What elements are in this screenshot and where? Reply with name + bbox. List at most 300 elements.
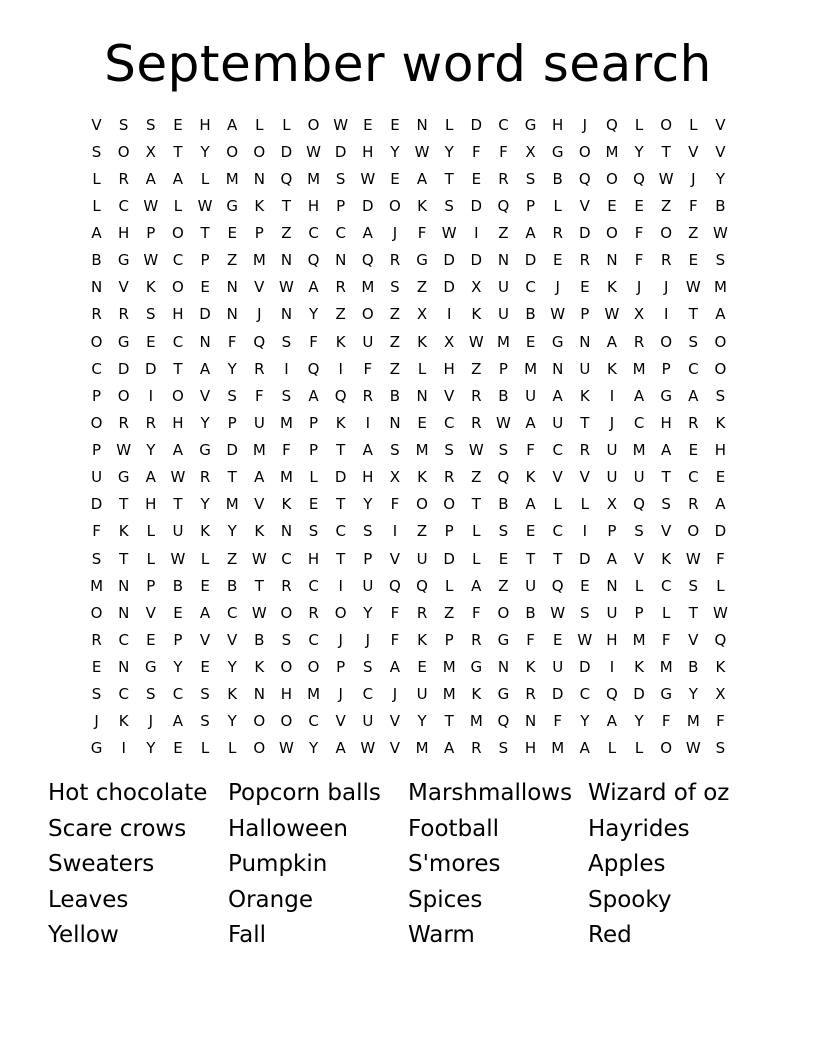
grid-cell[interactable]: B (525, 603, 536, 622)
grid-cell[interactable]: T (281, 196, 292, 215)
grid-cell[interactable]: Y (308, 305, 319, 324)
grid-cell[interactable]: F (661, 630, 671, 649)
grid-cell[interactable]: H (280, 685, 293, 704)
grid-cell[interactable]: H (199, 115, 211, 134)
grid-cell[interactable]: X (606, 495, 618, 514)
grid-cell[interactable]: L (146, 522, 155, 541)
grid-cell[interactable]: R (471, 413, 482, 432)
grid-cell[interactable]: D (117, 359, 130, 378)
grid-cell[interactable]: O (389, 196, 401, 215)
grid-cell[interactable]: A (172, 169, 184, 188)
grid-cell[interactable]: N (497, 251, 510, 270)
grid-cell[interactable]: H (307, 549, 320, 568)
grid-cell[interactable]: Y (688, 685, 698, 704)
grid-cell[interactable]: N (416, 115, 428, 134)
grid-cell[interactable]: A (552, 386, 563, 405)
grid-cell[interactable]: P (607, 522, 617, 541)
grid-cell[interactable]: I (609, 386, 615, 405)
grid-cell[interactable]: E (688, 251, 699, 270)
grid-cell[interactable]: Y (363, 495, 373, 514)
grid-cell[interactable]: D (145, 359, 157, 378)
grid-cell[interactable]: F (634, 224, 644, 243)
grid-cell[interactable]: Q (307, 359, 320, 378)
grid-cell[interactable]: S (444, 441, 454, 460)
grid-cell[interactable]: S (363, 658, 373, 677)
grid-cell[interactable]: O (172, 278, 184, 297)
grid-cell[interactable]: T (254, 576, 264, 595)
grid-cell[interactable]: A (91, 224, 102, 243)
grid-cell[interactable]: G (145, 658, 157, 677)
grid-cell[interactable]: E (688, 441, 699, 460)
grid-cell[interactable]: K (715, 413, 726, 432)
grid-cell[interactable]: W (713, 603, 728, 622)
grid-cell[interactable]: E (471, 169, 482, 188)
grid-cell[interactable]: M (225, 169, 239, 188)
grid-cell[interactable]: F (634, 251, 644, 270)
grid-cell[interactable]: L (282, 115, 291, 134)
grid-cell[interactable]: M (361, 278, 375, 297)
grid-cell[interactable]: G (199, 441, 211, 460)
grid-cell[interactable]: N (226, 278, 238, 297)
grid-cell[interactable]: W (251, 603, 267, 622)
grid-cell[interactable]: W (143, 196, 159, 215)
grid-cell[interactable]: A (145, 468, 156, 487)
grid-cell[interactable]: F (227, 332, 237, 351)
grid-cell[interactable]: O (714, 332, 727, 351)
grid-cell[interactable]: P (227, 413, 237, 432)
grid-cell[interactable]: T (688, 305, 698, 324)
grid-cell[interactable]: D (633, 685, 645, 704)
grid-cell[interactable]: V (688, 630, 699, 649)
grid-cell[interactable]: T (200, 224, 210, 243)
grid-cell[interactable]: V (688, 142, 699, 161)
grid-cell[interactable]: Z (498, 576, 509, 595)
grid-cell[interactable]: W (496, 413, 511, 432)
grid-cell[interactable]: E (715, 468, 726, 487)
grid-cell[interactable]: K (254, 196, 265, 215)
grid-cell[interactable]: S (444, 196, 454, 215)
grid-cell[interactable]: D (362, 196, 374, 215)
grid-cell[interactable]: U (172, 522, 184, 541)
grid-cell[interactable]: S (91, 685, 102, 704)
grid-cell[interactable]: P (309, 413, 319, 432)
grid-cell[interactable]: S (118, 115, 129, 134)
grid-cell[interactable]: U (606, 441, 618, 460)
grid-cell[interactable]: P (444, 522, 454, 541)
grid-cell[interactable]: S (688, 332, 699, 351)
grid-cell[interactable]: S (525, 169, 536, 188)
grid-cell[interactable]: A (389, 658, 401, 677)
grid-cell[interactable]: I (284, 359, 289, 378)
grid-cell[interactable]: M (524, 359, 538, 378)
grid-cell[interactable]: T (173, 495, 183, 514)
grid-cell[interactable]: K (254, 522, 265, 541)
grid-cell[interactable]: A (335, 739, 346, 758)
grid-cell[interactable]: C (172, 251, 184, 270)
grid-cell[interactable]: O (117, 142, 130, 161)
grid-cell[interactable]: R (118, 305, 129, 324)
grid-cell[interactable]: R (443, 468, 455, 487)
grid-cell[interactable]: S (91, 142, 102, 161)
grid-cell[interactable]: O (660, 739, 673, 758)
grid-cell[interactable]: R (118, 413, 129, 432)
grid-cell[interactable]: K (335, 332, 346, 351)
grid-cell[interactable]: M (307, 169, 321, 188)
grid-cell[interactable]: B (688, 658, 699, 677)
grid-cell[interactable]: B (498, 386, 509, 405)
grid-cell[interactable]: C (525, 278, 536, 297)
grid-cell[interactable]: X (444, 332, 455, 351)
grid-cell[interactable]: A (362, 224, 373, 243)
grid-cell[interactable]: T (173, 359, 183, 378)
grid-cell[interactable]: F (363, 359, 373, 378)
grid-cell[interactable]: I (121, 739, 126, 758)
grid-cell[interactable]: P (146, 576, 156, 595)
grid-cell[interactable]: S (363, 522, 373, 541)
grid-cell[interactable]: K (607, 278, 617, 297)
grid-cell[interactable]: L (200, 739, 210, 758)
grid-cell[interactable]: K (417, 468, 427, 487)
grid-cell[interactable]: I (609, 658, 615, 677)
grid-cell[interactable]: N (606, 576, 618, 595)
grid-cell[interactable]: Q (307, 251, 320, 270)
grid-cell[interactable]: M (442, 685, 456, 704)
grid-cell[interactable]: S (715, 386, 726, 405)
grid-cell[interactable]: J (555, 278, 560, 297)
grid-cell[interactable]: O (280, 712, 293, 731)
grid-cell[interactable]: F (390, 630, 400, 649)
grid-cell[interactable]: Y (227, 359, 237, 378)
grid-cell[interactable]: O (687, 522, 700, 541)
grid-cell[interactable]: K (254, 658, 265, 677)
grid-cell[interactable]: C (118, 685, 129, 704)
grid-cell[interactable]: R (335, 278, 346, 297)
grid-cell[interactable]: Q (416, 576, 428, 595)
grid-cell[interactable]: C (118, 196, 129, 215)
grid-cell[interactable]: T (336, 441, 346, 460)
grid-cell[interactable]: U (416, 549, 428, 568)
grid-cell[interactable]: F (661, 712, 671, 731)
grid-cell[interactable]: A (715, 495, 726, 514)
grid-cell[interactable]: P (92, 386, 102, 405)
grid-cell[interactable]: L (634, 115, 644, 134)
grid-cell[interactable]: Y (363, 603, 373, 622)
grid-cell[interactable]: F (471, 142, 481, 161)
grid-cell[interactable]: Q (389, 576, 401, 595)
grid-cell[interactable]: N (90, 278, 103, 297)
grid-cell[interactable]: L (200, 169, 210, 188)
grid-cell[interactable]: B (525, 305, 536, 324)
grid-cell[interactable]: K (417, 630, 427, 649)
grid-cell[interactable]: B (172, 576, 184, 595)
grid-cell[interactable]: L (255, 115, 264, 134)
grid-cell[interactable]: N (253, 169, 265, 188)
grid-cell[interactable]: S (715, 739, 726, 758)
grid-cell[interactable]: H (172, 413, 184, 432)
grid-cell[interactable]: K (145, 278, 156, 297)
grid-cell[interactable]: W (333, 115, 349, 134)
grid-cell[interactable]: Z (227, 549, 238, 568)
grid-cell[interactable]: V (91, 115, 102, 134)
grid-cell[interactable]: G (524, 115, 537, 134)
grid-cell[interactable]: F (254, 386, 264, 405)
grid-cell[interactable]: S (661, 495, 671, 514)
grid-cell[interactable]: V (633, 549, 645, 568)
grid-cell[interactable]: Z (335, 305, 346, 324)
grid-cell[interactable]: X (633, 305, 645, 324)
grid-cell[interactable]: J (691, 169, 696, 188)
grid-cell[interactable]: D (90, 495, 103, 514)
grid-cell[interactable]: M (605, 142, 619, 161)
grid-cell[interactable]: L (309, 468, 318, 487)
grid-cell[interactable]: K (200, 522, 210, 541)
grid-cell[interactable]: H (145, 495, 157, 514)
grid-cell[interactable]: T (553, 549, 563, 568)
grid-cell[interactable]: A (362, 441, 373, 460)
grid-cell[interactable]: H (552, 115, 564, 134)
grid-cell[interactable]: M (659, 658, 673, 677)
grid-cell[interactable]: O (172, 386, 184, 405)
grid-cell[interactable]: L (445, 115, 454, 134)
grid-cell[interactable]: N (118, 576, 130, 595)
grid-cell[interactable]: H (660, 413, 672, 432)
grid-cell[interactable]: T (525, 549, 536, 568)
grid-cell[interactable]: W (116, 441, 132, 460)
grid-cell[interactable]: D (470, 115, 483, 134)
grid-cell[interactable]: X (416, 305, 428, 324)
grid-cell[interactable]: Q (633, 169, 645, 188)
grid-cell[interactable]: A (308, 278, 319, 297)
grid-cell[interactable]: V (389, 712, 401, 731)
grid-cell[interactable]: V (661, 522, 672, 541)
grid-cell[interactable]: N (335, 251, 347, 270)
grid-cell[interactable]: F (499, 142, 508, 161)
grid-cell[interactable]: W (685, 549, 701, 568)
grid-cell[interactable]: T (444, 712, 454, 731)
grid-cell[interactable]: N (552, 359, 564, 378)
grid-cell[interactable]: E (173, 739, 183, 758)
grid-cell[interactable]: Y (200, 495, 210, 514)
grid-cell[interactable]: A (199, 603, 211, 622)
grid-cell[interactable]: C (281, 549, 292, 568)
grid-cell[interactable]: U (525, 576, 537, 595)
grid-cell[interactable]: C (172, 685, 184, 704)
grid-cell[interactable]: G (90, 739, 103, 758)
grid-cell[interactable]: A (254, 468, 265, 487)
grid-cell[interactable]: M (279, 413, 293, 432)
grid-cell[interactable]: S (498, 739, 509, 758)
grid-cell[interactable]: E (525, 522, 536, 541)
grid-cell[interactable]: S (498, 522, 509, 541)
grid-cell[interactable]: O (307, 115, 320, 134)
grid-cell[interactable]: O (253, 739, 266, 758)
grid-cell[interactable]: E (607, 196, 617, 215)
grid-cell[interactable]: O (90, 603, 103, 622)
grid-cell[interactable]: T (119, 549, 129, 568)
grid-cell[interactable]: S (580, 603, 590, 622)
grid-cell[interactable]: M (307, 685, 321, 704)
grid-cell[interactable]: R (660, 251, 672, 270)
grid-cell[interactable]: P (92, 441, 102, 460)
grid-cell[interactable]: O (280, 658, 293, 677)
grid-cell[interactable]: B (715, 196, 726, 215)
grid-cell[interactable]: O (497, 603, 510, 622)
grid-cell[interactable]: S (498, 441, 509, 460)
grid-cell[interactable]: K (471, 305, 482, 324)
grid-cell[interactable]: I (663, 305, 669, 324)
grid-cell[interactable]: Y (146, 441, 156, 460)
grid-cell[interactable]: Z (688, 224, 699, 243)
grid-cell[interactable]: E (580, 576, 590, 595)
grid-cell[interactable]: T (336, 495, 346, 514)
grid-cell[interactable]: T (336, 549, 346, 568)
grid-cell[interactable]: D (443, 278, 455, 297)
grid-cell[interactable]: R (471, 630, 482, 649)
grid-cell[interactable]: Y (444, 142, 454, 161)
grid-cell[interactable]: S (91, 549, 102, 568)
grid-cell[interactable]: A (661, 441, 672, 460)
grid-cell[interactable]: M (496, 332, 510, 351)
grid-cell[interactable]: G (551, 332, 564, 351)
grid-cell[interactable]: L (716, 576, 725, 595)
grid-cell[interactable]: C (443, 413, 455, 432)
grid-cell[interactable]: I (365, 413, 371, 432)
grid-cell[interactable]: N (497, 658, 510, 677)
grid-cell[interactable]: L (472, 549, 481, 568)
grid-cell[interactable]: S (146, 115, 156, 134)
grid-cell[interactable]: S (335, 169, 346, 188)
grid-cell[interactable]: F (92, 522, 101, 541)
grid-cell[interactable]: V (552, 468, 563, 487)
grid-cell[interactable]: U (362, 332, 374, 351)
grid-cell[interactable]: Y (227, 658, 237, 677)
grid-cell[interactable]: K (579, 386, 590, 405)
grid-cell[interactable]: N (118, 603, 130, 622)
grid-cell[interactable]: W (170, 468, 186, 487)
grid-cell[interactable]: X (471, 278, 482, 297)
grid-cell[interactable]: Q (606, 115, 618, 134)
grid-cell[interactable]: R (281, 576, 292, 595)
grid-cell[interactable]: Q (714, 630, 727, 649)
grid-cell[interactable]: Q (497, 468, 510, 487)
grid-cell[interactable]: Y (580, 712, 590, 731)
grid-cell[interactable]: A (633, 386, 645, 405)
grid-cell[interactable]: D (280, 142, 293, 161)
grid-cell[interactable]: Z (227, 251, 238, 270)
grid-cell[interactable]: F (553, 712, 562, 731)
grid-cell[interactable]: V (579, 468, 590, 487)
grid-cell[interactable]: N (199, 332, 211, 351)
grid-cell[interactable]: Z (281, 224, 292, 243)
grid-cell[interactable]: Q (361, 251, 374, 270)
grid-cell[interactable]: R (91, 630, 102, 649)
grid-cell[interactable]: J (392, 685, 398, 704)
grid-cell[interactable]: R (118, 169, 129, 188)
grid-cell[interactable]: P (526, 196, 536, 215)
grid-cell[interactable]: B (227, 576, 238, 595)
grid-cell[interactable]: M (632, 359, 646, 378)
grid-cell[interactable]: O (90, 332, 103, 351)
grid-cell[interactable]: G (660, 685, 672, 704)
grid-cell[interactable]: R (552, 224, 563, 243)
grid-cell[interactable]: G (497, 630, 510, 649)
grid-cell[interactable]: E (200, 658, 210, 677)
grid-cell[interactable]: G (660, 386, 672, 405)
grid-cell[interactable]: O (660, 224, 673, 243)
grid-cell[interactable]: D (551, 685, 564, 704)
grid-cell[interactable]: W (170, 549, 186, 568)
grid-cell[interactable]: E (525, 332, 536, 351)
grid-cell[interactable]: K (471, 685, 482, 704)
grid-cell[interactable]: W (550, 603, 566, 622)
grid-cell[interactable]: C (579, 685, 591, 704)
grid-cell[interactable]: R (633, 332, 645, 351)
grid-cell[interactable]: I (148, 386, 154, 405)
grid-cell[interactable]: O (578, 142, 591, 161)
grid-cell[interactable]: O (361, 305, 374, 324)
grid-cell[interactable]: W (468, 332, 484, 351)
grid-cell[interactable]: K (525, 658, 536, 677)
grid-cell[interactable]: O (606, 169, 618, 188)
grid-cell[interactable]: J (392, 224, 398, 243)
grid-cell[interactable]: B (552, 169, 563, 188)
grid-cell[interactable]: Y (308, 739, 319, 758)
grid-cell[interactable]: R (579, 441, 591, 460)
grid-cell[interactable]: Q (551, 576, 564, 595)
grid-cell[interactable]: W (577, 630, 593, 649)
grid-cell[interactable]: T (661, 142, 671, 161)
grid-cell[interactable]: K (417, 332, 427, 351)
grid-cell[interactable]: P (363, 549, 373, 568)
grid-cell[interactable]: H (172, 305, 184, 324)
grid-cell[interactable]: R (389, 251, 401, 270)
grid-cell[interactable]: P (498, 359, 508, 378)
grid-cell[interactable]: E (417, 413, 427, 432)
grid-cell[interactable]: F (716, 549, 725, 568)
grid-cell[interactable]: S (688, 576, 699, 595)
grid-cell[interactable]: I (474, 224, 479, 243)
grid-cell[interactable]: A (444, 739, 455, 758)
grid-cell[interactable]: Z (389, 305, 401, 324)
grid-cell[interactable]: B (91, 251, 102, 270)
grid-cell[interactable]: O (660, 332, 673, 351)
grid-cell[interactable]: R (525, 685, 536, 704)
grid-cell[interactable]: C (362, 685, 374, 704)
grid-cell[interactable]: D (199, 305, 211, 324)
grid-cell[interactable]: R (362, 386, 374, 405)
grid-cell[interactable]: K (118, 522, 129, 541)
grid-cell[interactable]: W (360, 169, 376, 188)
grid-cell[interactable]: Y (634, 712, 644, 731)
grid-cell[interactable]: N (606, 251, 618, 270)
grid-cell[interactable]: O (307, 658, 320, 677)
grid-cell[interactable]: Y (200, 142, 210, 161)
grid-cell[interactable]: U (497, 278, 509, 297)
grid-cell[interactable]: E (552, 630, 563, 649)
grid-cell[interactable]: F (309, 332, 318, 351)
grid-cell[interactable]: L (200, 549, 210, 568)
grid-cell[interactable]: M (415, 739, 429, 758)
grid-cell[interactable]: W (658, 169, 674, 188)
grid-cell[interactable]: G (551, 142, 564, 161)
grid-cell[interactable]: J (365, 630, 371, 649)
grid-cell[interactable]: C (552, 441, 563, 460)
grid-cell[interactable]: M (252, 441, 266, 460)
grid-cell[interactable]: U (362, 712, 374, 731)
grid-cell[interactable]: V (715, 115, 726, 134)
grid-cell[interactable]: I (338, 359, 343, 378)
grid-cell[interactable]: R (471, 386, 482, 405)
